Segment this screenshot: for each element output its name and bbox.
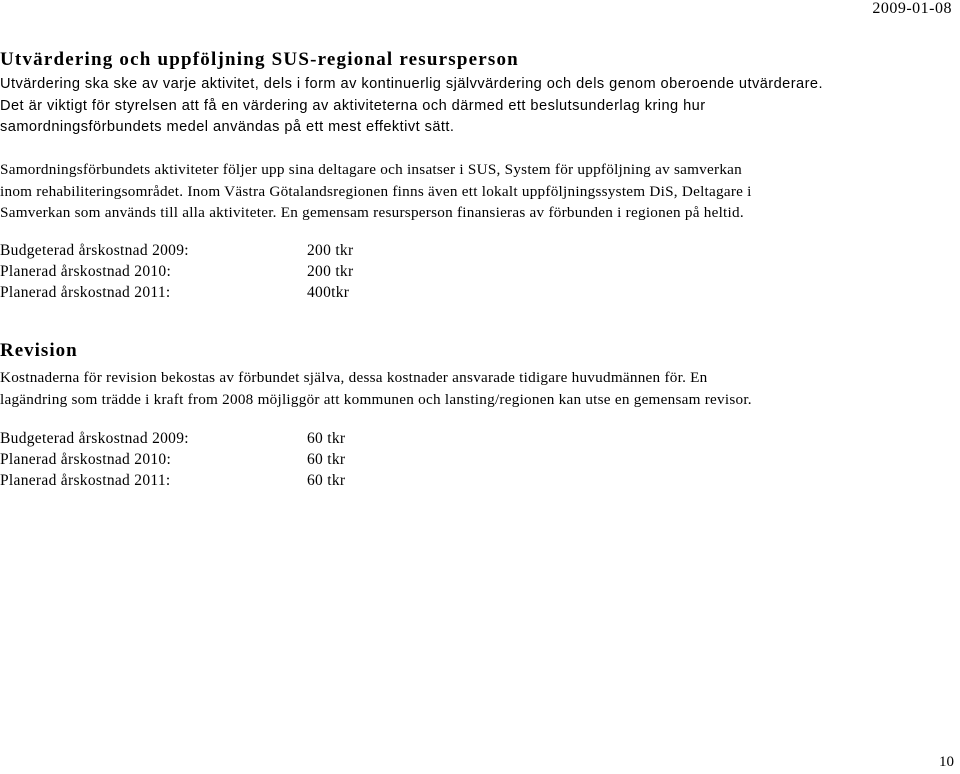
text-line: Samordningsförbundets aktiviteter följer upp sina deltagare och insatser i SUS, System för uppföljning av samverkan — [0, 161, 742, 178]
cost-row — [0, 470, 345, 491]
cost-row — [0, 282, 353, 303]
text-line: Samverkan som används till alla aktiviteter. En gemensam resursperson finansieras av förbunden i regionen på heltid. — [0, 204, 744, 221]
section-heading-evaluation: Utvärdering och uppföljning SUS-regional resursperson — [0, 49, 519, 70]
cost-label: Planerad årskostnad 2011: — [0, 284, 171, 301]
evaluation-paragraph-2 — [0, 159, 956, 224]
cost-row — [0, 261, 353, 282]
text-line: Kostnaderna för revision bekostas av förbundet själva, dessa kostnader ansvarade tidigare huvudmännen för. En — [0, 369, 708, 386]
section-heading-revision: Revision — [0, 340, 78, 361]
cost-value: 60 tkr — [307, 430, 346, 447]
cost-label: Planerad årskostnad 2010: — [0, 263, 172, 280]
revision-cost-table — [0, 428, 345, 491]
evaluation-cost-table — [0, 240, 353, 303]
cost-row — [0, 449, 345, 470]
document-date: 2009-01-08 — [872, 0, 952, 17]
cost-label: Budgeterad årskostnad 2009: — [0, 430, 189, 447]
text-line: samordningsförbundets medel användas på ett mest effektivt sätt. — [0, 119, 455, 135]
text-line: Utvärdering ska ske av varje aktivitet, dels i form av kontinuerlig självvärdering och dels genom oberoende utvärderare. — [0, 76, 823, 92]
page-number: 10 — [939, 754, 954, 770]
cost-label: Planerad årskostnad 2010: — [0, 451, 172, 468]
cost-value: 200 tkr — [307, 242, 354, 259]
cost-value: 400tkr — [307, 284, 350, 301]
revision-paragraph — [0, 367, 956, 410]
cost-row — [0, 240, 353, 261]
text-line: lagändring som trädde i kraft from 2008 möjliggör att kommunen och lansting/regionen kan utse en gemensam revisor. — [0, 390, 752, 408]
text-line: Det är viktigt för styrelsen att få en värdering av aktiviteterna och därmed ett beslutsunderlag kring hur — [0, 97, 706, 114]
text-line: inom rehabiliteringsområdet. Inom Västra Götalandsregionen finns även ett lokalt uppföljningssystem DiS, Deltagare i — [0, 182, 752, 200]
cost-label: Planerad årskostnad 2011: — [0, 472, 171, 489]
evaluation-paragraph-1 — [0, 74, 956, 139]
cost-value: 60 tkr — [307, 451, 346, 468]
cost-value: 200 tkr — [307, 263, 354, 280]
cost-label: Budgeterad årskostnad 2009: — [0, 242, 189, 259]
cost-row — [0, 428, 345, 449]
cost-value: 60 tkr — [307, 472, 346, 489]
